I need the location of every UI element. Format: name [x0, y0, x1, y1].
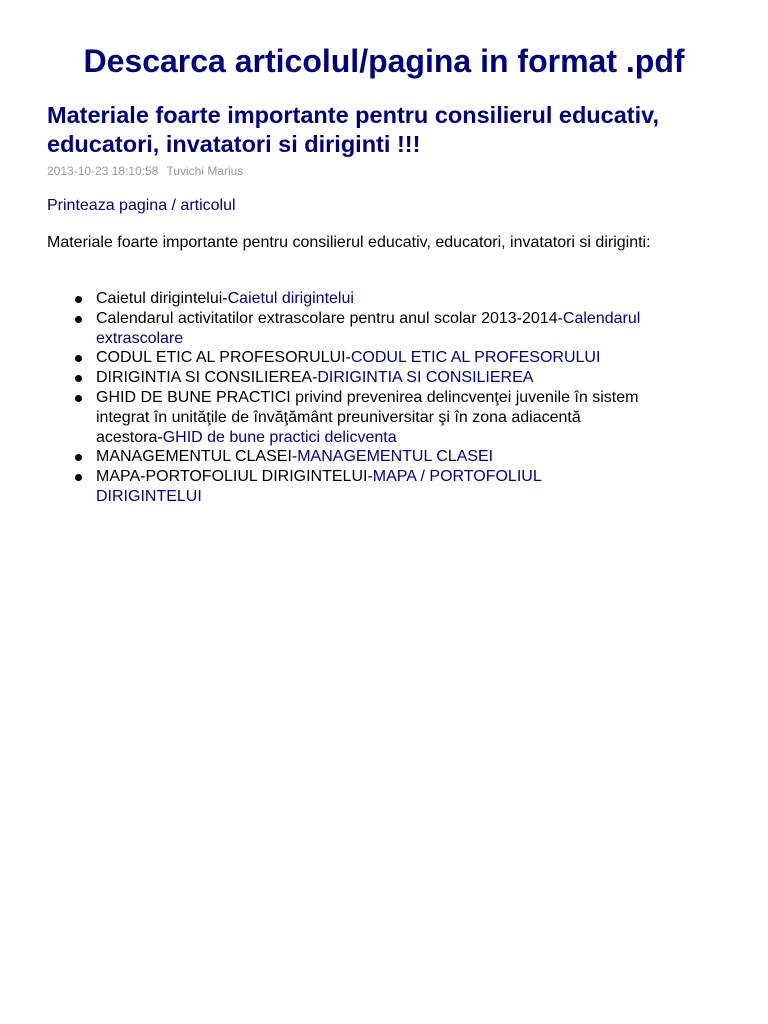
article-author: Tuvichi Marius: [166, 164, 244, 178]
print-page-link[interactable]: Printeaza pagina / articolul: [47, 197, 236, 214]
list-item: [47, 447, 647, 467]
article-intro: Materiale foarte importante pentru consilierul educativ, educatori, invatatori si diriginti:: [47, 234, 651, 251]
bullet-icon: [75, 296, 82, 303]
list-item: [47, 467, 647, 507]
item-link-mapa-portofoliul[interactable]: MAPA / PORTOFOLIUL DIRIGINTELUI: [96, 468, 542, 505]
list-item: [47, 388, 647, 447]
bullet-icon: [75, 355, 82, 362]
bullet-icon: [75, 474, 82, 481]
item-link-dirigintia-si-consilierea[interactable]: DIRIGINTIA SI CONSILIEREA: [317, 369, 534, 387]
list-item: [47, 348, 647, 368]
item-link-managementul-clasei[interactable]: MANAGEMENTUL CLASEI: [297, 448, 494, 466]
item-label: GHID DE BUNE PRACTICI privind prevenirea delincvenţei juvenile în sistem integrat în unităţile de învăţământ preuniversitar şi în zona adiacentă acestora-: [96, 388, 639, 446]
item-label: CODUL ETIC AL PROFESORULUI-: [96, 349, 351, 367]
bullet-icon: [75, 316, 82, 323]
item-link-codul-etic[interactable]: CODUL ETIC AL PROFESORULUI: [350, 349, 601, 367]
item-label: Calendarul activitatilor extrascolare pentru anul scolar 2013-2014-: [96, 309, 563, 327]
item-label: DIRIGINTIA SI CONSILIEREA-: [96, 369, 318, 387]
list-item: [47, 368, 647, 388]
article-date: 2013-10-23 18:10:58: [47, 164, 159, 178]
download-pdf-link[interactable]: Descarca articolul/pagina in format .pdf: [83, 43, 685, 79]
item-link-caietul-dirigintelui[interactable]: Caietul dirigintelui: [227, 290, 354, 307]
list-item: [47, 289, 647, 309]
item-link-calendarul-extrascolare[interactable]: Calendarul extrascolare: [96, 309, 641, 347]
item-label: MANAGEMENTUL CLASEI-: [96, 448, 298, 466]
article-title: Materiale foarte importante pentru consilierul educativ, educatori, invatatori si diriginti !!!: [47, 102, 660, 157]
item-label: MAPA-PORTOFOLIUL DIRIGINTELUI-: [96, 468, 373, 486]
materials-list: [47, 289, 647, 507]
bullet-icon: [75, 395, 82, 402]
bullet-icon: [75, 375, 82, 382]
item-link-ghid-bune-practici[interactable]: GHID de bune practici delicventa: [162, 428, 397, 446]
article-meta: [47, 163, 243, 179]
bullet-icon: [75, 454, 82, 461]
list-item: [47, 309, 647, 349]
item-label: Caietul dirigintelui-: [96, 290, 228, 307]
